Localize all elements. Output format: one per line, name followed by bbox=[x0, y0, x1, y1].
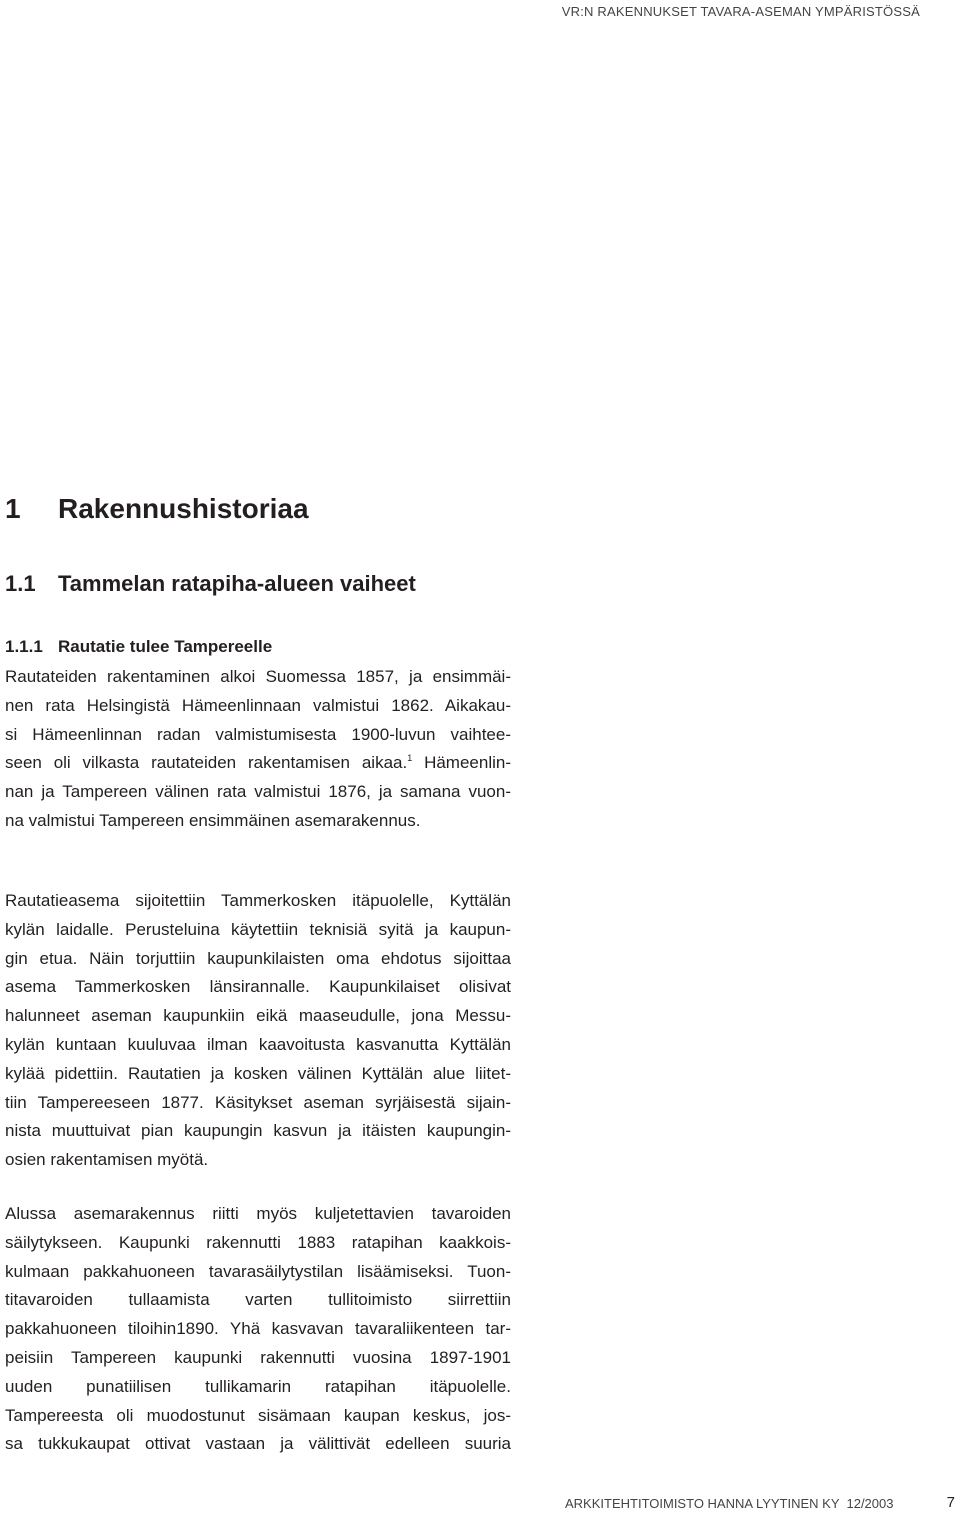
text-line: nista muuttuivat pian kaupungin kasvun ja itäisten kaupungin- bbox=[5, 1121, 511, 1141]
text-line-with-footnote bbox=[5, 749, 511, 778]
paragraph-3 bbox=[5, 1200, 511, 1459]
text-line: kulmaan pakkahuoneen tavarasäilytystilan lisäämiseksi. Tuon- bbox=[5, 1261, 511, 1281]
text-segment: Hämeenlin- bbox=[412, 753, 511, 773]
text-line: nen rata Helsingistä Hämeenlinnaan valmistui 1862. Aikakau- bbox=[5, 695, 511, 715]
text-line: uuden punatiilisen tullikamarin ratapihan itäpuolelle. bbox=[5, 1376, 511, 1396]
text-line: kylän kuntaan kuuluvaa ilman kaavoitusta kasvanutta Kyttälän bbox=[5, 1034, 511, 1054]
text-line: nan ja Tampereen välinen rata valmistui 1876, ja samana vuon- bbox=[5, 782, 511, 802]
text-line: kylän laidalle. Perusteluina käytettiin teknisiä syitä ja kaupun- bbox=[5, 919, 511, 939]
chapter-title: Rakennushistoriaa bbox=[58, 493, 309, 524]
text-line: sa tukkukaupat ottivat vastaan ja välittivät edelleen suuria bbox=[5, 1434, 511, 1454]
subsection-title: Rautatie tulee Tampereelle bbox=[58, 637, 273, 656]
chapter-heading bbox=[5, 493, 309, 525]
section-heading bbox=[5, 571, 416, 597]
page-number: 7 bbox=[946, 1494, 955, 1511]
subsection-heading bbox=[5, 637, 272, 657]
subsection-number: 1.1.1 bbox=[5, 637, 43, 656]
text-line: Alussa asemarakennus riitti myös kuljetettavien tavaroiden bbox=[5, 1204, 511, 1223]
text-line: Rautatieasema sijoitettiin Tammerkosken itäpuolelle, Kyttälän bbox=[5, 891, 511, 910]
text-line: asema Tammerkosken länsirannalle. Kaupunkilaiset olisivat bbox=[5, 977, 511, 997]
text-segment: seen oli vilkasta rautateiden rakentamisen aikaa. bbox=[5, 753, 408, 773]
text-line: osien rakentamisen myötä. bbox=[5, 1150, 209, 1170]
text-line: peisiin Tampereen kaupunki rakennutti vuosina 1897-1901 bbox=[5, 1347, 511, 1367]
section-number: 1.1 bbox=[5, 571, 36, 596]
text-line: titavaroiden tullaamista varten tullitoimisto siirrettiin bbox=[5, 1290, 511, 1310]
text-line: pakkahuoneen tiloihin1890. Yhä kasvavan tavaraliikenteen tar- bbox=[5, 1319, 511, 1339]
text-line: Rautateiden rakentaminen alkoi Suomessa 1857, ja ensimmäi- bbox=[5, 667, 511, 686]
text-line: gin etua. Näin torjuttiin kaupunkilaisten oma ehdotus sijoittaa bbox=[5, 948, 511, 968]
text-line: kylää pidettiin. Rautatien ja kosken välinen Kyttälän alue liitet- bbox=[5, 1063, 511, 1083]
footer-publisher: ARKKITEHTITOIMISTO HANNA LYYTINEN KY 12/2003 bbox=[565, 1496, 894, 1511]
text-line: Tampereesta oli muodostunut sisämaan kaupan keskus, jos- bbox=[5, 1405, 511, 1425]
footnote-mark[interactable]: 1 bbox=[407, 753, 413, 764]
section-title: Tammelan ratapiha-alueen vaiheet bbox=[58, 571, 416, 596]
text-line: säilytykseen. Kaupunki rakennutti 1883 ratapihan kaakkois- bbox=[5, 1232, 511, 1252]
chapter-number: 1 bbox=[5, 493, 21, 524]
text-line: halunneet aseman kaupunkiin eikä maaseudulle, jona Messu- bbox=[5, 1006, 511, 1026]
paragraph-1 bbox=[5, 663, 511, 836]
text-line: tiin Tampereeseen 1877. Käsitykset aseman syrjäisestä sijain- bbox=[5, 1092, 511, 1112]
text-line: si Hämeenlinnan radan valmistumisesta 1900-luvun vaihtee- bbox=[5, 724, 511, 744]
text-line: na valmistui Tampereen ensimmäinen asemarakennus. bbox=[5, 810, 421, 830]
running-header: VR:N RAKENNUKSET TAVARA-ASEMAN YMPÄRISTÖSSÄ bbox=[561, 4, 920, 19]
paragraph-2 bbox=[5, 887, 511, 1175]
